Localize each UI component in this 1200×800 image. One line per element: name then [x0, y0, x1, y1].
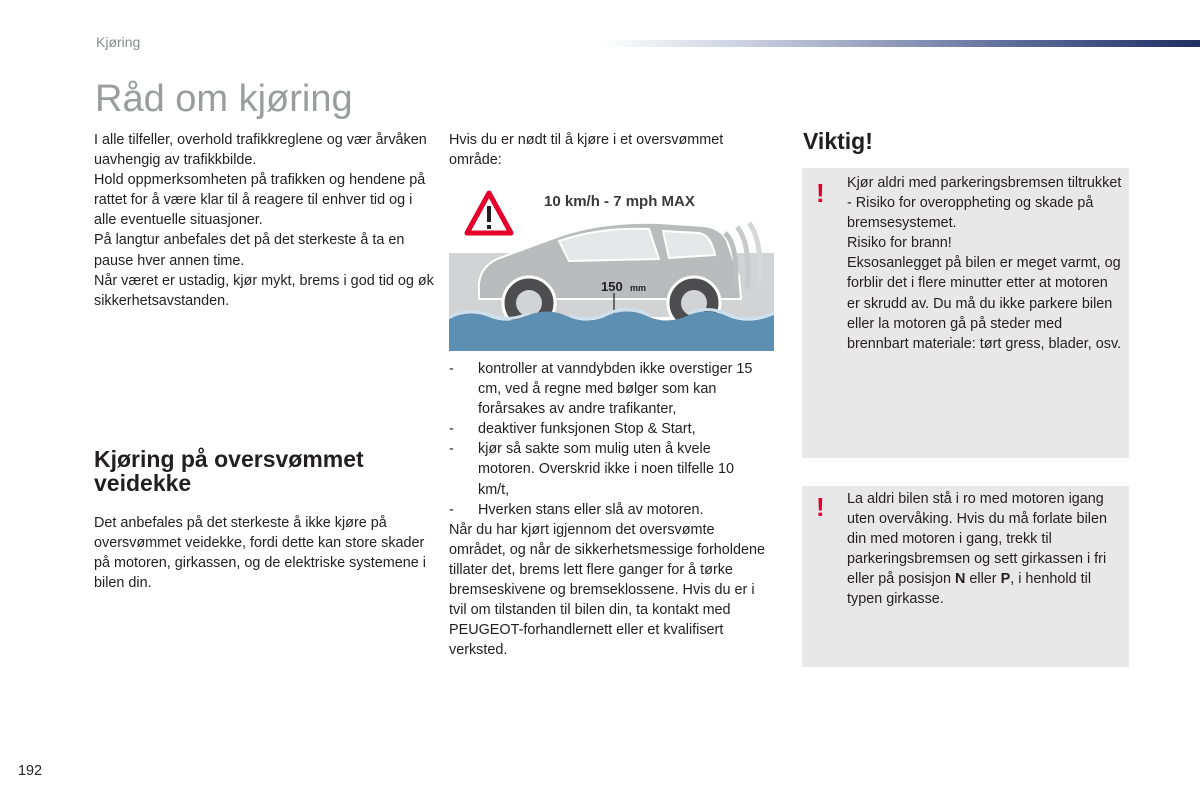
- list-item-text: Hverken stans eller slå av motoren.: [478, 501, 704, 518]
- warning-line: Risiko for brann!: [847, 235, 952, 252]
- warning-text-part: , i henhold til typen girkasse.: [847, 571, 1092, 608]
- warning-line: Kjør aldri med parkeringsbremsen tiltrukket - Risiko for overoppheting og skade på bremsesystemet.: [847, 175, 1122, 232]
- gear-position-p: P: [1000, 571, 1011, 588]
- speed-limit-label: 10 km/h - 7 mph MAX: [544, 193, 695, 210]
- gear-position-n: N: [955, 571, 966, 588]
- depth-unit-label: mm: [630, 283, 647, 293]
- list-item-text: kjør så sakte som mulig uten å kvele motoren. Overskrid ikke i noen tilfelle 10 km/t,: [478, 441, 734, 498]
- flooded-area-intro-text: Hvis du er nødt til å kjøre i et oversvømmet område:: [449, 132, 724, 169]
- intro-paragraph: I alle tilfeller, overhold trafikkreglene og vær årvåken uavhengig av trafikkbilde.: [94, 132, 427, 169]
- intro-text-block: [94, 130, 434, 311]
- list-item: - kontroller at vanndybden ikke overstiger 15 cm, ved å regne med bølger som kan forårsakes av andre trafikanter,: [449, 359, 769, 419]
- warning-exclamation-icon: !: [816, 178, 825, 208]
- list-item-text: deaktiver funksjonen Stop & Start,: [478, 421, 696, 438]
- flooded-road-text: [94, 513, 429, 593]
- intro-paragraph: Hold oppmerksomheten på trafikken og hendene på rattet for å være klar til å reagere til enhver tid og i alle eventuelle situasjoner.: [94, 172, 426, 229]
- flooded-road-instructions: [449, 359, 769, 660]
- list-item: - deaktiver funksjonen Stop & Start,: [449, 419, 769, 439]
- list-item: - Hverken stans eller slå av motoren.: [449, 500, 769, 520]
- intro-paragraph: På langtur anbefales det på det sterkeste å ta en pause hver annen time.: [94, 232, 405, 269]
- warning-text: [847, 173, 1122, 354]
- flooded-road-illustration: [449, 181, 774, 351]
- after-flood-text: Når du har kjørt igjennom det oversvømte området, og når de sikkerhetsmessige forholdene tillater det, brems lett flere ganger for å tørke bremseskivene og bremseklossene. Hvis du er i tvil om tilstanden til bilen din, ta kontakt med PEUGEOT-forhandlernett eller et kvalifisert verksted.: [449, 521, 765, 659]
- section-title-flooded-road: Kjøring på oversvømmet veidekke: [94, 446, 364, 496]
- list-item-text: kontroller at vanndybden ikke overstiger 15 cm, ved å regne med bølger som kan forårsakes av andre trafikanter,: [478, 361, 753, 418]
- car-in-water-svg: [449, 181, 774, 351]
- warning-box-parking-brake: [802, 168, 1129, 458]
- section-header-label: Kjøring: [96, 34, 141, 50]
- header-decorative-bar: [600, 40, 1200, 47]
- flooded-area-intro: [449, 130, 769, 170]
- list-item: - kjør så sakte som mulig uten å kvele motoren. Overskrid ikke i noen tilfelle 10 km/t,: [449, 439, 769, 499]
- warning-exclamation-icon: !: [816, 492, 825, 522]
- page-number: 192: [18, 763, 43, 779]
- warning-line: [847, 489, 1122, 610]
- warning-text-part: La aldri bilen stå i ro med motoren igang uten overvåking. Hvis du må forlate bilen din med motoren i gang, trekk til parkeringsbremsen og sett girkassen i fri eller på posisjon: [847, 491, 1107, 588]
- flooded-road-paragraph: Det anbefales på det sterkeste å ikke kjøre på oversvømmet veidekke, fordi dette kan store skader på motoren, girkassen, og de elektriske systemene i bilen din.: [94, 515, 426, 592]
- page-title: Råd om kjøring: [95, 78, 353, 120]
- depth-value-label: 150: [601, 279, 623, 294]
- warning-box-unattended-engine: [802, 486, 1129, 667]
- warning-text-part: eller: [965, 571, 1001, 588]
- warning-line: Eksosanlegget på bilen er meget varmt, og forblir det i flere minutter etter at motoren er skrudd av. Du må du ikke parkere bilen eller la motoren gå på steder med brennbart materiale: tørt gress, blader, osv.: [847, 255, 1122, 352]
- intro-paragraph: Når været er ustadig, kjør mykt, brems i god tid og øk sikkerhetsavstanden.: [94, 272, 434, 309]
- important-heading: Viktig!: [803, 128, 873, 154]
- warning-text: [847, 489, 1122, 610]
